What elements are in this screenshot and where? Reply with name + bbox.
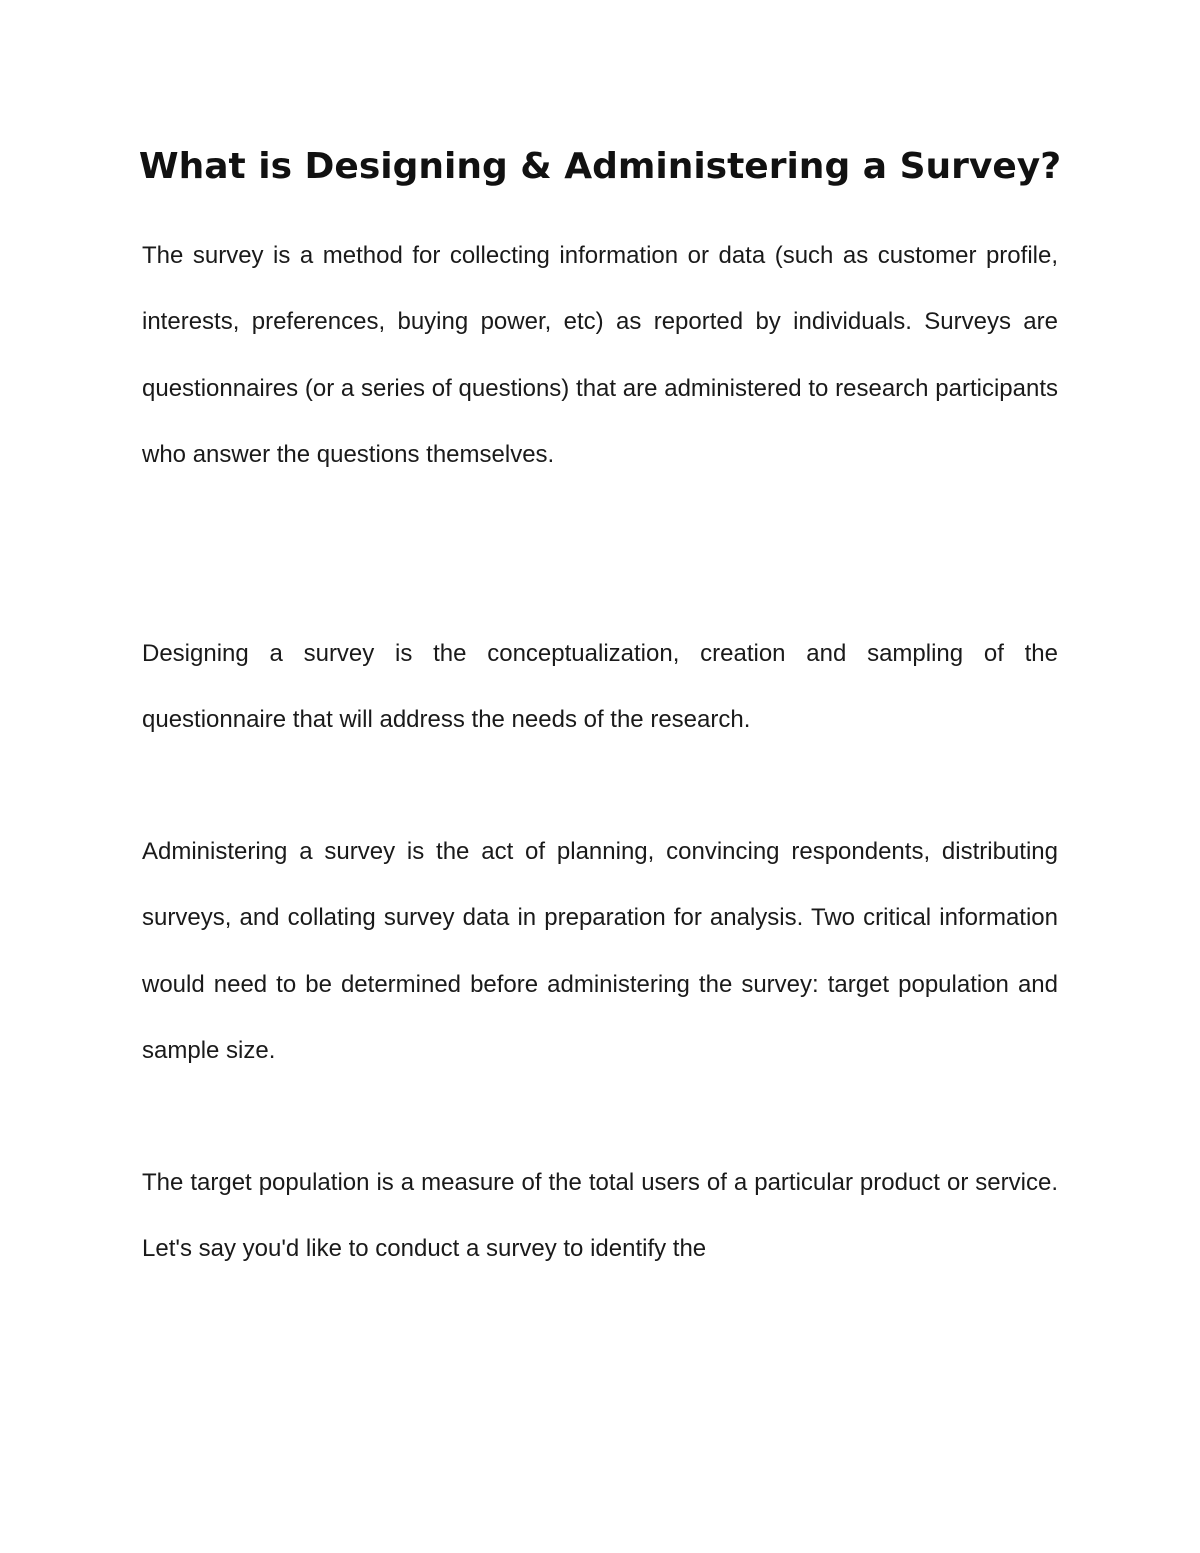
paragraph-administering-survey: Administering a survey is the act of planning, convincing respondents, distributing surveys, and collating survey data in preparation for analysis. Two critical information would need to be determined before administering the survey: target population and sample size. [142,838,1058,1065]
paragraph-target-population: The target population is a measure of the total users of a particular product or service. Let's say you'd like to conduct a survey to identify the [142,1169,1058,1263]
paragraph-designing-survey: Designing a survey is the conceptualization, creation and sampling of the questionnaire that will address the needs of the research. [142,640,1058,734]
paragraph-survey-definition: The survey is a method for collecting information or data (such as customer profile, interests, preferences, buying power, etc) as reported by individuals. Surveys are questionnaires (or a series of questions) that are administered to research participants who answer the questions themselves. [142,242,1058,469]
page-title: What is Designing & Administering a Survey? [138,146,1062,187]
